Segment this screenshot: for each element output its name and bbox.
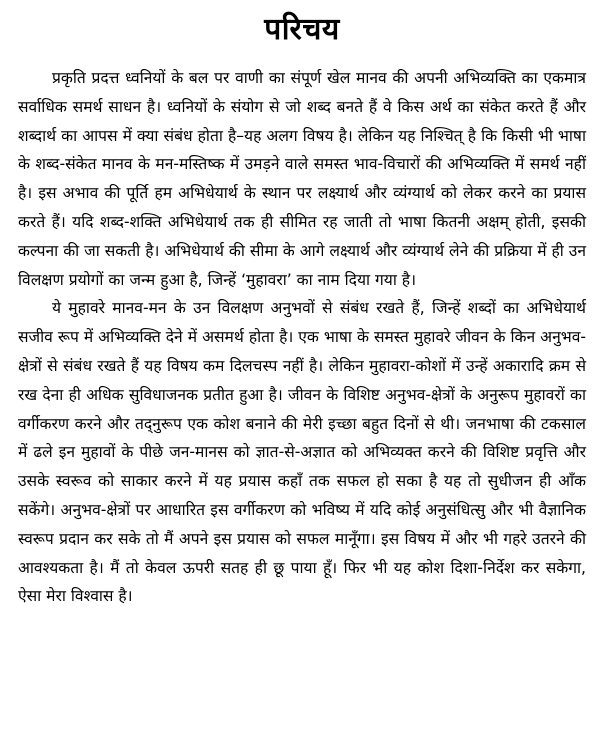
paragraph-2: ये मुहावरे मानव-मन के उन विलक्षण अनुभवों से संबंध रखते हैं, जिन्हें शब्दों का अभिधेयार्थ सजीव रूप में अभिव्यक्ति देने में असमर्थ होता है। एक भाषा के समस्त मुहावरे जीवन के किन अनुभव-क्षेत्रों से संबंध रखते हैं यह विषय कम दिलचस्प नहीं है। लेकिन मुहावरा-कोशों में उन्हें अकारादि क्रम से रख देना ही अधिक सुविधाजनक प्रतीत हुआ है। जीवन के विशिष्ट अनुभव-क्षेत्रों के अनुरूप मुहावरों का वर्गीकरण करने और तद्नुरूप एक कोश बनाने की मेरी इच्छा बहुत दिनों से थी। जनभाषा की टकसाल में ढले इन मुहावों के पीछे जन-मानस को ज्ञात-से-अज्ञात को अभिव्यक्त करने की विशिष्ट प्रवृत्ति और उसके स्वरूव को साकार करने में यह प्रयास कहाँ तक सफल हो सका है यह तो सुधीजन ही आँक सकेंगे। अनुभव-क्षेत्रों पर आधारित इस वर्गीकरण को भविष्य में यदि कोई अनुसंधित्सु और भी वैज्ञानिक स्वरूप प्रदान कर सके तो मैं अपने इस प्रयास को सफल मानूँगा। इस विषय में और भी गहरे उतरने की आवश्यकता है। मैं तो केवल ऊपरी सतह ही छू पाया हूँ। फिर भी यह कोश दिशा-निर्देश कर सकेगा, ऐसा मेरा विश्वास है। [18, 299, 586, 606]
page-title: परिचय [264, 12, 340, 47]
paragraph-1: प्रकृति प्रदत्त ध्वनियों के बल पर वाणी का संपूर्ण खेल मानव की अपनी अभिव्यक्ति का एकमात्र सर्वाधिक समर्थ साधन है। ध्वनियों के संयोग से जो शब्द बनते हैं वे किस अर्थ का संकेत करते हैं और शब्दार्थ का आपस में क्या संबंध होता है–यह अलग विषय है। लेकिन यह निश्चित् है कि किसी भी भाषा के शब्द-संकेत मानव के मन-मस्तिष्क में उमड़ने वाले समस्त भाव-विचारों की अभिव्यक्ति में समर्थ नहीं है। इस अभाव की पूर्ति हम अभिधेयार्थ के स्थान पर लक्ष्यार्थ और व्यंग्यार्थ को लेकर करने का प्रयास करते हैं। यदि शब्द-शक्ति अभिधेयार्थ तक ही सीमित रह जाती तो भाषा कितनी अक्षम् होती, इसकी कल्पना की जा सकती है। अभिधेयार्थ की सीमा के आगे लक्ष्यार्थ और व्यंग्यार्थ लेने की प्रक्रिया में ही उन विलक्षण प्रयोगों का जन्म हुआ है, जिन्हें ‘मुहावरा’ का नाम दिया गया है। [18, 69, 586, 289]
